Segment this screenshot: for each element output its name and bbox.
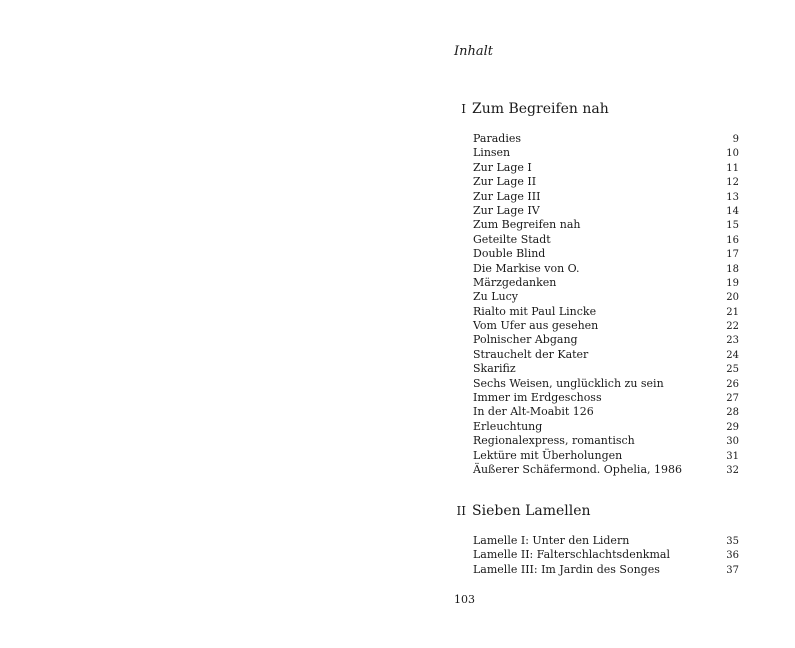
- entry-page-number: 15: [726, 220, 739, 232]
- entry-title: In der Alt-Moabit 126: [473, 405, 594, 419]
- entry-page-number: 23: [726, 335, 739, 347]
- page-number: 103: [454, 593, 475, 606]
- toc-entry: [473, 204, 739, 218]
- entry-page-number: 28: [726, 407, 739, 419]
- entry-page-number: 32: [726, 464, 739, 476]
- toc-entry: [473, 391, 739, 405]
- toc-entry: [473, 534, 739, 548]
- toc-entry: [473, 262, 739, 276]
- entry-title: Strauchelt der Kater: [473, 347, 589, 361]
- entry-title: Lektüre mit Überholungen: [473, 448, 623, 462]
- entry-title: Zur Lage II: [473, 175, 537, 189]
- entry-page-number: 19: [726, 277, 739, 289]
- entry-title: Paradies: [473, 132, 521, 145]
- toc-entry: [473, 161, 739, 175]
- section-number: II: [456, 504, 466, 518]
- entry-page-number: 14: [726, 205, 739, 217]
- entry-title: Äußerer Schäfermond. Ophelia, 1986: [473, 462, 682, 476]
- entry-title: Zur Lage I: [473, 160, 532, 174]
- entry-title: Die Markise von O.: [473, 261, 580, 275]
- section-title: Zum Begreifen nah: [472, 101, 609, 117]
- entry-title: Erleuchtung: [473, 419, 543, 433]
- toc-entry: [473, 305, 739, 319]
- entry-title: Vom Ufer aus gesehen: [473, 319, 599, 333]
- entry-title: Immer im Erdgeschoss: [473, 391, 602, 405]
- entry-title: Double Blind: [473, 247, 546, 261]
- section-heading: [454, 101, 742, 121]
- entry-page-number: 22: [726, 321, 739, 333]
- entry-page-number: 12: [726, 177, 739, 189]
- entry-title: Lamelle I: Unter den Lidern: [473, 534, 630, 547]
- toc-entry: [473, 377, 739, 391]
- entry-page-number: 35: [726, 536, 739, 547]
- section-entries: [473, 534, 739, 577]
- entry-page-number: 26: [726, 378, 739, 390]
- entry-title: Geteilte Stadt: [473, 232, 551, 246]
- toc-entry: [473, 190, 739, 204]
- toc-entry: [473, 247, 739, 261]
- toc-entry: [473, 146, 739, 160]
- entry-page-number: 29: [726, 421, 739, 433]
- toc-entry: [473, 563, 739, 577]
- toc-entry: [473, 132, 739, 146]
- entry-page-number: 13: [726, 191, 739, 203]
- entry-title: Polnischer Abgang: [473, 333, 578, 347]
- toc-entry: [473, 449, 739, 463]
- entry-title: Sechs Weisen, unglücklich zu sein: [473, 376, 664, 390]
- entry-title: Zur Lage III: [473, 189, 541, 203]
- entry-page-number: 37: [726, 564, 739, 576]
- entry-page-number: 17: [726, 249, 739, 261]
- toc-entry: [473, 548, 739, 562]
- entry-title: Rialto mit Paul Lincke: [473, 304, 597, 318]
- entry-title: Linsen: [473, 146, 511, 160]
- entry-page-number: 10: [726, 148, 739, 160]
- entry-page-number: 30: [726, 436, 739, 448]
- toc-entry: [473, 233, 739, 247]
- entry-title: Regionalexpress, romantisch: [473, 434, 635, 448]
- entry-page-number: 20: [726, 292, 739, 304]
- entry-title: Lamelle III: Im Jardin des Songes: [473, 562, 660, 576]
- section-number: I: [461, 102, 466, 116]
- entry-page-number: 16: [726, 234, 739, 246]
- toc-entry: [473, 290, 739, 304]
- toc-entry: [473, 333, 739, 347]
- toc-entry: [473, 319, 739, 333]
- entry-title: Lamelle II: Falterschlachtsdenkmal: [473, 548, 670, 562]
- entry-page-number: 27: [726, 393, 739, 405]
- entry-page-number: 36: [726, 550, 739, 562]
- toc-entry: [473, 276, 739, 290]
- entry-title: Skarifiz: [473, 362, 516, 376]
- section-2: [454, 503, 742, 576]
- toc-entry: [473, 348, 739, 362]
- toc-entry: [473, 463, 739, 477]
- toc-entry: [473, 405, 739, 419]
- toc-entry: [473, 434, 739, 448]
- section-heading: [454, 503, 742, 523]
- entry-page-number: 9: [732, 134, 739, 145]
- section-entries: [473, 132, 739, 477]
- entry-page-number: 24: [726, 349, 739, 361]
- entry-page-number: 21: [726, 306, 739, 318]
- toc-entry: [473, 175, 739, 189]
- toc-entry: [473, 362, 739, 376]
- entry-page-number: 31: [726, 450, 739, 462]
- contents-title: Inhalt: [454, 44, 494, 59]
- entry-title: Zum Begreifen nah: [473, 218, 581, 232]
- entry-page-number: 11: [726, 162, 739, 174]
- toc-entry: [473, 420, 739, 434]
- section-title: Sieben Lamellen: [472, 503, 591, 519]
- entry-page-number: 18: [726, 263, 739, 275]
- toc-entry: [473, 218, 739, 232]
- entry-title: Zu Lucy: [473, 290, 518, 304]
- entry-title: Zur Lage IV: [473, 203, 540, 217]
- entry-page-number: 25: [726, 364, 739, 376]
- section-1: [454, 101, 742, 476]
- entry-title: Märzgedanken: [473, 275, 557, 289]
